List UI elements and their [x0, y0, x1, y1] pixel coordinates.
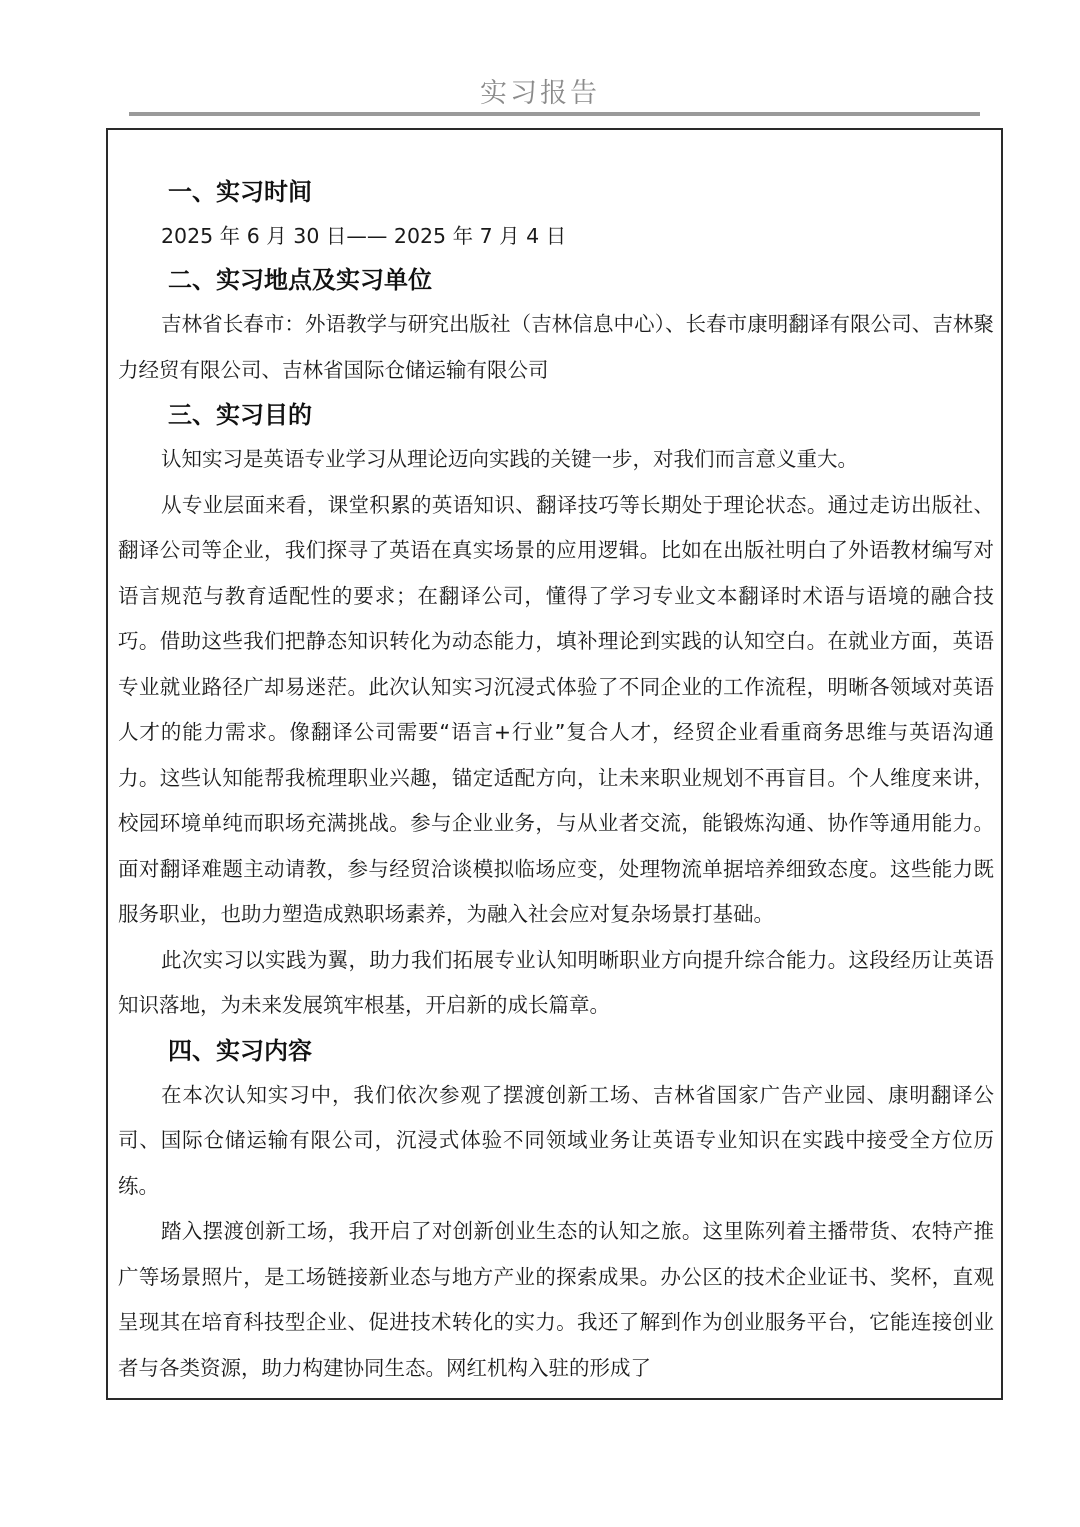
- content-paragraph-2: 踏入摆渡创新工场，我开启了对创新创业生态的认知之旅。这里陈列着主播带货、农特产推广等场景照片，是工场链接新业态与地方产业的探索成果。办公区的技术企业证书、奖杯，直观呈现其在培育科技型企业、促进技术转化的实力。我还了解到作为创业服务平台，它能连接创业者与各类资源，助力构建协同生态。网红机构入驻的形成了: [118, 1219, 994, 1380]
- section-heading-content: 四、实习内容: [168, 1036, 312, 1065]
- purpose-paragraph-1: 认知实习是英语专业学习从理论迈向实践的关键一步，对我们而言意义重大。: [161, 447, 858, 471]
- location-paragraph: 吉林省长春市：外语教学与研究出版社（吉林信息中心）、长春市康明翻译有限公司、吉林聚力经贸有限公司、吉林省国际仓储运输有限公司: [118, 312, 994, 382]
- page-title: 实习报告: [480, 78, 600, 109]
- purpose-paragraph-3: 此次实习以实践为翼，助力我们拓展专业认知明晰职业方向提升综合能力。这段经历让英语知识落地，为未来发展筑牢根基，开启新的成长篇章。: [118, 947, 994, 1017]
- report-content: [118, 176, 994, 1391]
- internship-dates: 2025 年 6 月 30 日—— 2025 年 7 月 4 日: [161, 224, 567, 248]
- purpose-paragraph-2: 从专业层面来看，课堂积累的英语知识、翻译技巧等长期处于理论状态。通过走访出版社、翻译公司等企业，我们探寻了英语在真实场景的应用逻辑。比如在出版社明白了外语教材编写对语言规范与教育适配性的要求；在翻译公司，懂得了学习专业文本翻译时术语与语境的融合技巧。借助这些我们把静态知识转化为动态能力，填补理论到实践的认知空白。在就业方面，英语专业就业路径广却易迷茫。此次认知实习沉浸式体验了不同企业的工作流程，明晰各领域对英语人才的能力需求。像翻译公司需要“语言+行业”复合人才，经贸企业看重商务思维与英语沟通力。这些认知能帮我梳理职业兴趣，锚定适配方向，让未来职业规划不再盲目。个人维度来讲，校园环境单纯而职场充满挑战。参与企业业务，与从业者交流，能锻炼沟通、协作等通用能力。面对翻译难题主动请教，参与经贸洽谈模拟临场应变，处理物流单据培养细致态度。这些能力既服务职业，也助力塑造成熟职场素养，为融入社会应对复杂场景打基础。: [118, 492, 994, 926]
- title-underline: [129, 112, 980, 116]
- section-heading-location: 二、实习地点及实习单位: [168, 266, 432, 294]
- content-paragraph-1: 在本次认知实习中，我们依次参观了摆渡创新工场、吉林省国家广告产业园、康明翻译公司、国际仓储运输有限公司，沉浸式体验不同领域业务让英语专业知识在实践中接受全方位历练。: [118, 1082, 994, 1198]
- section-heading-purpose: 三、实习目的: [168, 401, 312, 429]
- section-heading-time: 一、实习时间: [168, 178, 312, 206]
- report-frame: [106, 128, 1003, 1400]
